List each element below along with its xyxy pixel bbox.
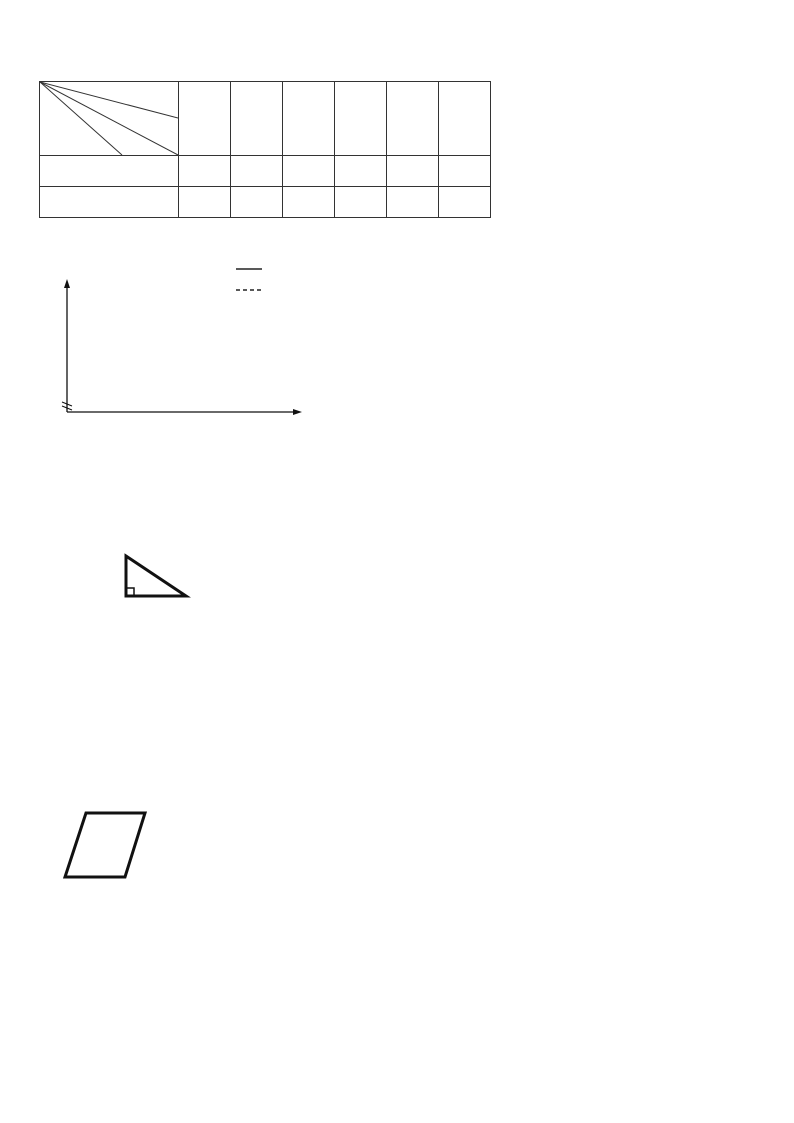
rotation-grid [45,509,250,704]
month-header [335,82,387,156]
month-header [439,82,491,156]
value-cell [231,156,283,187]
month-header [387,82,439,156]
corner-diagonal-lines [40,82,178,155]
month-header [179,82,231,156]
x-axis-arrow-icon [293,409,302,415]
value-cell [335,156,387,187]
electricity-usage-table [39,81,491,218]
value-cell [387,187,439,218]
table-row [40,156,491,187]
family-name-cell [40,156,179,187]
value-cell [439,156,491,187]
value-cell [283,156,335,187]
y-axis-arrow-icon [64,279,70,288]
month-header [231,82,283,156]
electricity-line-chart [40,255,340,440]
table-corner-header [40,82,179,156]
value-cell [335,187,387,218]
translation-grid [44,749,262,944]
value-cell [283,187,335,218]
right-triangle-shape [126,556,186,596]
value-cell [439,187,491,218]
value-cell [231,187,283,218]
parallelogram-shape [65,813,145,877]
value-cell [179,187,231,218]
month-header [283,82,335,156]
value-cell [179,156,231,187]
family-name-cell [40,187,179,218]
table-row [40,187,491,218]
value-cell [387,156,439,187]
